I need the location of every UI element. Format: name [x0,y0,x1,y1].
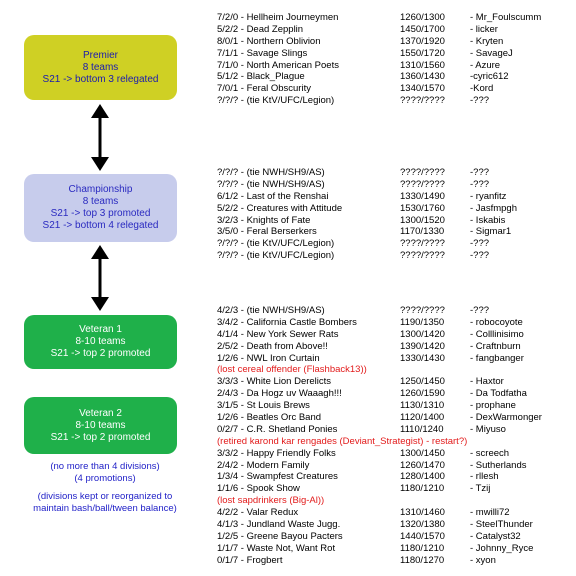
team-coach: - ryanfitz [470,190,507,202]
team-coach: -??? [470,95,490,107]
team-coach: -??? [470,178,490,190]
division-rule: S21 -> bottom 4 relegated [42,220,159,231]
team-record: 5/1/2 - Black_Plague [217,71,305,83]
team-coach: - Craftnburn [470,340,521,352]
division-rule: S21 -> bottom 3 relegated [42,73,159,85]
team-record: 1/2/5 - Greene Bayou Pacters [217,530,343,542]
team-record: 7/1/0 - North American Poets [217,59,339,71]
team-rating: 1340/1570 [400,83,445,95]
veteran2-division-box [24,397,177,454]
team-record: 2/4/2 - Modern Family [217,459,310,471]
team-coach: - Da Todfatha [470,388,527,400]
team-coach: - Colllinisimo [470,328,524,340]
team-record: ?/?/? - (tie KtV/UFC/Legion) [217,95,335,107]
team-coach: - SteelThunder [470,519,533,531]
division-rule: S21 -> top 2 promoted [50,431,151,443]
team-record: 3/2/3 - Knights of Fate [217,214,311,226]
double-arrow-icon [91,104,109,171]
division-rule: S21 -> top 2 promoted [50,348,151,359]
team-rating: ????/???? [400,178,445,190]
team-record: 1/1/6 - Spook Show [217,483,300,495]
team-record: 8/0/1 - Northern Oblivion [217,35,321,47]
team-record: 4/1/4 - New York Sewer Rats [217,328,339,340]
division-teams: 8-10 teams [75,336,126,347]
team-record: 7/1/1 - Savage Slings [217,47,308,59]
team-rating: 1120/1400 [400,412,445,424]
team-rating: 1550/1720 [400,47,445,59]
note-line: (4 promotions) [74,473,136,484]
team-rating: ????/???? [400,238,445,250]
team-rating: 1180/1270 [400,554,445,566]
team-record: (lost sapdrinkers (Big-Al)) [217,495,325,507]
team-coach: - licker [470,23,498,35]
division-title: Veteran 2 [79,407,122,419]
team-rating: 1300/1520 [400,214,445,226]
team-record: (retired karond kar rengades (Deviant_Strategist) - restart?) [217,435,468,447]
team-rating: ????/???? [400,167,445,178]
team-coach: - Jasfmpgh [470,202,517,214]
team-rating: 1260/1590 [400,388,445,400]
team-rating: ????/???? [400,250,445,262]
balance-notes [20,491,190,515]
team-record: 2/5/2 - Death from Above!! [217,340,328,352]
division-teams: 8 teams [82,196,119,207]
veteran1-division-box [24,315,177,369]
team-coach: -??? [470,238,490,250]
division-notes [20,461,190,485]
team-coach: -??? [470,167,490,178]
team-rating: 1260/1470 [400,459,445,471]
team-rating: ????/???? [400,95,445,107]
team-record: 3/3/2 - Happy Friendly Folks [217,447,336,459]
team-rating: 1310/1560 [400,59,445,71]
team-rating: 1390/1420 [400,340,445,352]
team-rating: 1280/1400 [400,471,445,483]
team-record: 3/5/0 - Feral Berserkers [217,226,317,238]
team-coach: - Sigmar1 [470,226,512,238]
team-coach: - screech [470,447,510,459]
team-record: ?/?/? - (tie KtV/UFC/Legion) [217,238,335,250]
note-line: (no more than 4 divisions) [50,461,160,472]
team-coach: - fangbanger [470,352,524,364]
note-line: (divisions kept or reorganized to [37,491,173,502]
team-record: 3/3/3 - White Lion Derelicts [217,376,332,388]
team-rating: 1530/1760 [400,202,445,214]
team-coach: -??? [470,305,490,316]
team-rating: 1310/1460 [400,507,445,519]
team-record: 4/2/3 - (tie NWH/SH9/AS) [217,305,325,316]
team-record: 7/0/1 - Feral Obscurity [217,83,311,95]
team-coach: - rllesh [470,471,499,483]
team-rating: 1320/1380 [400,519,445,531]
double-arrow-icon [91,245,109,311]
team-record: 0/2/7 - C.R. Shetland Ponies [217,423,338,435]
team-rating: 1450/1700 [400,23,445,35]
team-rating: 1440/1570 [400,530,445,542]
team-coach: - DexWarmonger [470,412,542,424]
team-rating: 1300/1420 [400,328,445,340]
division-title: Veteran 1 [79,324,122,335]
team-record: 3/4/2 - California Castle Bombers [217,316,357,328]
team-rating: 1170/1330 [400,226,445,238]
team-coach: -cyric612 [470,71,509,83]
team-record: 1/3/4 - Swampfest Creatures [217,471,338,483]
team-record: 5/2/2 - Dead Zepplin [217,23,304,35]
division-title: Championship [68,184,133,195]
team-record: 3/1/5 - St Louis Brews [217,400,310,412]
team-coach: - Kryten [470,35,504,47]
team-coach: - Miyuso [470,423,506,435]
team-rating: 1330/1430 [400,352,445,364]
team-record: 2/4/3 - Da Hogz uv Waaagh!!! [217,388,342,400]
team-rating: ????/???? [400,305,445,316]
division-title: Premier [82,49,118,61]
team-coach: - Sutherlands [470,459,527,471]
team-record: 4/2/2 - Valar Redux [217,507,299,519]
team-record: (lost cereal offender (Flashback13)) [217,364,367,376]
team-record: 1/2/6 - NWL Iron Curtain [217,352,320,364]
team-coach: - Iskabis [470,214,506,226]
division-rule: S21 -> top 3 promoted [50,208,151,219]
team-coach: - xyon [470,554,496,566]
team-coach: -Kord [470,83,494,95]
team-coach: - Johnny_Ryce [470,542,534,554]
team-record: ?/?/? - (tie NWH/SH9/AS) [217,167,325,178]
team-rating: 1110/1240 [400,423,444,435]
team-rating: 1180/1210 [400,542,445,554]
team-rating: 1180/1210 [400,483,445,495]
team-coach: - mwilli72 [470,507,510,519]
team-record: 1/1/7 - Waste Not, Want Rot [217,542,336,554]
championship-division-box [24,174,177,242]
team-record: ?/?/? - (tie KtV/UFC/Legion) [217,250,335,262]
team-record: 6/1/2 - Last of the Renshai [217,190,329,202]
team-record: 1/2/6 - Beatles Orc Band [217,412,322,424]
team-record: 7/2/0 - Hellheim Journeymen [217,12,339,23]
team-rating: 1330/1490 [400,190,445,202]
team-record: 0/1/7 - Frogbert [217,554,283,566]
team-rating: 1130/1310 [400,400,445,412]
team-coach: - SavageJ [470,47,513,59]
team-rating: 1260/1300 [400,12,445,23]
premier-division-box [24,35,177,100]
team-rating: 1360/1430 [400,71,445,83]
team-coach: -??? [470,250,490,262]
team-coach: - robocoyote [470,316,523,328]
division-teams: 8 teams [82,61,119,73]
division-teams: 8-10 teams [75,419,126,431]
note-line: maintain bash/ball/tween balance) [33,503,177,514]
team-rating: 1250/1450 [400,376,445,388]
team-rating: 1370/1920 [400,35,445,47]
team-coach: - Mr_Foulscumm [470,12,542,23]
team-coach: - Catalyst32 [470,530,521,542]
team-record: ?/?/? - (tie NWH/SH9/AS) [217,178,325,190]
team-record: 4/1/3 - Jundland Waste Jugg. [217,519,341,531]
team-rating: 1300/1450 [400,447,445,459]
team-coach: - Azure [470,59,501,71]
team-record: 5/2/2 - Creatures with Attitude [217,202,343,214]
team-coach: - prophane [470,400,516,412]
team-coach: - Tzij [470,483,491,495]
team-coach: - Haxtor [470,376,504,388]
team-rating: 1190/1350 [400,316,445,328]
